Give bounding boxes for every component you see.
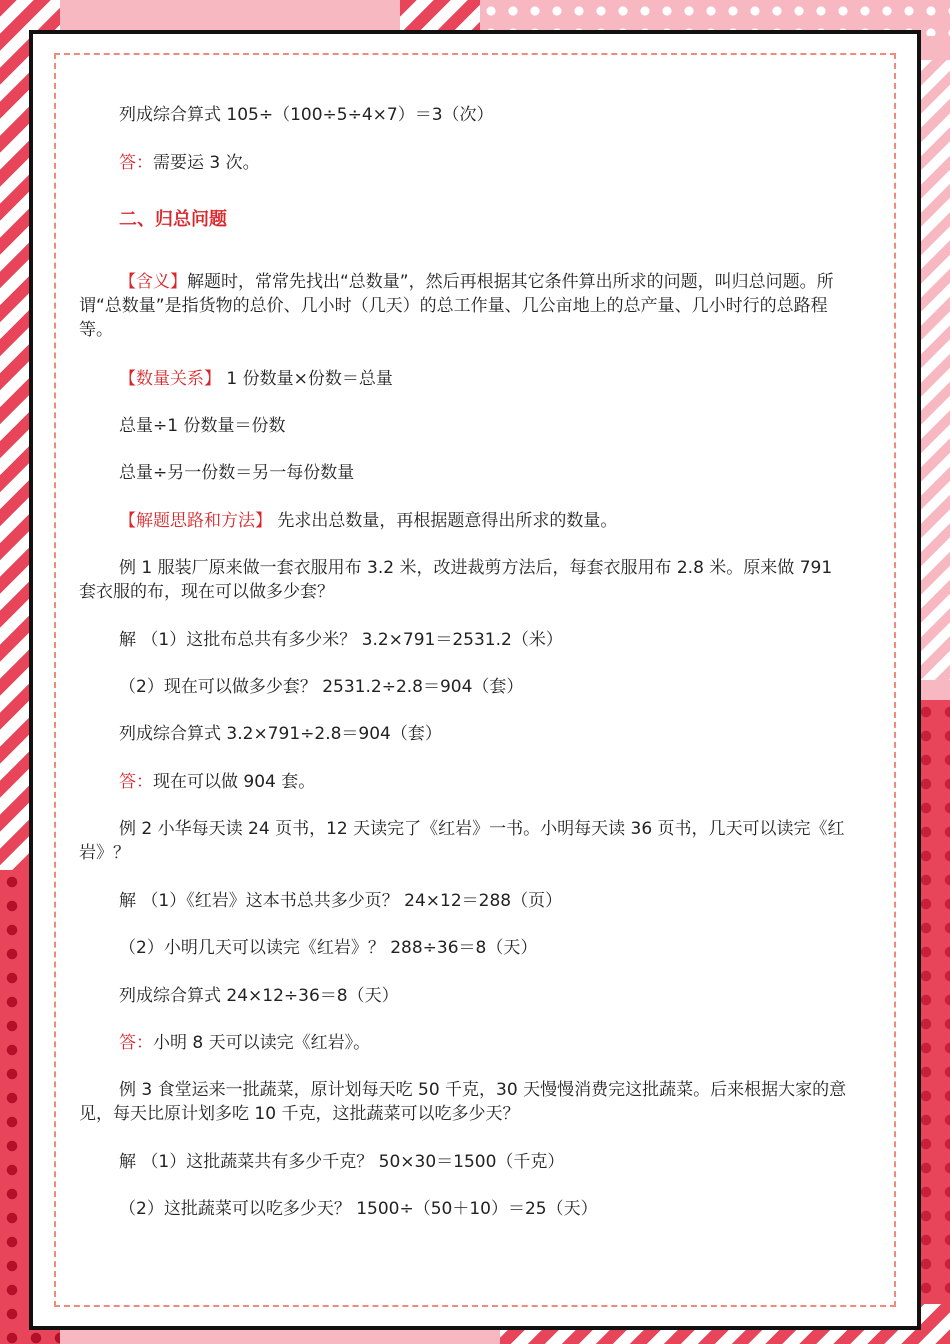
method-line (79, 509, 849, 533)
example-3-step-1: 解 （1）这批蔬菜共有多少千克？ 50×30＝1500（千克） (119, 1152, 565, 1172)
example-3-step-2: （2）这批蔬菜可以吃多少天？ 1500÷（50＋10）＝25（天） (119, 1199, 598, 1219)
example-2-step-3: 列成综合算式 24×12÷36＝8（天） (119, 986, 399, 1006)
example-1-step-3: 列成综合算式 3.2×791÷2.8＝904（套） (119, 724, 442, 744)
example-2: 例 2 小华每天读 24 页书，12 天读完了《红岩》一书。小明每天读 36 页书，几天可以读完《红岩》？ (79, 819, 845, 863)
method-text: 先求出总数量，再根据题意得出所求的数量。 (272, 511, 618, 531)
relation-line-3: 总量÷另一份数＝另一每份数量 (119, 463, 355, 483)
formula-line: 列成综合算式 105÷（100÷5÷4×7）＝3（次） (119, 105, 494, 125)
answer-label: 答： (119, 1033, 153, 1053)
example-2-step-2: （2）小明几天可以读完《红岩》？ 288÷36＝8（天） (119, 938, 538, 958)
example-2-answer (79, 1031, 849, 1055)
definition-text: 解题时，常常先找出“总数量”，然后再根据其它条件算出所求的问题，叫归总问题。所谓“总数量”是指货物的总价、几小时（几天）的总工作量、几公亩地上的总产量、几小时行的总路程等。 (79, 272, 834, 340)
section-heading: 二、归总问题 (119, 209, 227, 230)
definition-label: 【含义】 (119, 272, 187, 292)
answer-line (79, 151, 849, 175)
relation-line-2: 总量÷1 份数量＝份数 (119, 416, 286, 436)
example-2-step-1: 解 （1）《红岩》这本书总共多少页？ 24×12＝288（页） (119, 891, 563, 911)
answer-text: 需要运 3 次。 (153, 153, 260, 173)
definition-paragraph (79, 270, 849, 342)
method-label: 【解题思路和方法】 (119, 511, 272, 531)
answer-label: 答： (119, 153, 153, 173)
example-1-answer (79, 770, 849, 794)
example-1-step-2: （2）现在可以做多少套？ 2531.2÷2.8＝904（套） (119, 677, 524, 697)
example-1-step-1: 解 （1）这批布总共有多少米？ 3.2×791＝2531.2（米） (119, 630, 563, 650)
example-3: 例 3 食堂运来一批蔬菜，原计划每天吃 50 千克，30 天慢慢消费完这批蔬菜。后来根据大家的意见，每天比原计划多吃 10 千克，这批蔬菜可以吃多少天？ (79, 1080, 847, 1124)
answer-text: 现在可以做 904 套。 (153, 772, 316, 792)
answer-label: 答： (119, 772, 153, 792)
answer-text: 小明 8 天可以读完《红岩》。 (153, 1033, 371, 1053)
example-1: 例 1 服装厂原来做一套衣服用布 3.2 米，改进裁剪方法后，每套衣服用布 2.8 米。原来做 791 套衣服的布，现在可以做多少套？ (79, 558, 833, 602)
relation-text: 1 份数量×份数＝总量 (221, 369, 393, 389)
relation-label: 【数量关系】 (119, 369, 221, 389)
relation-line (79, 367, 849, 391)
